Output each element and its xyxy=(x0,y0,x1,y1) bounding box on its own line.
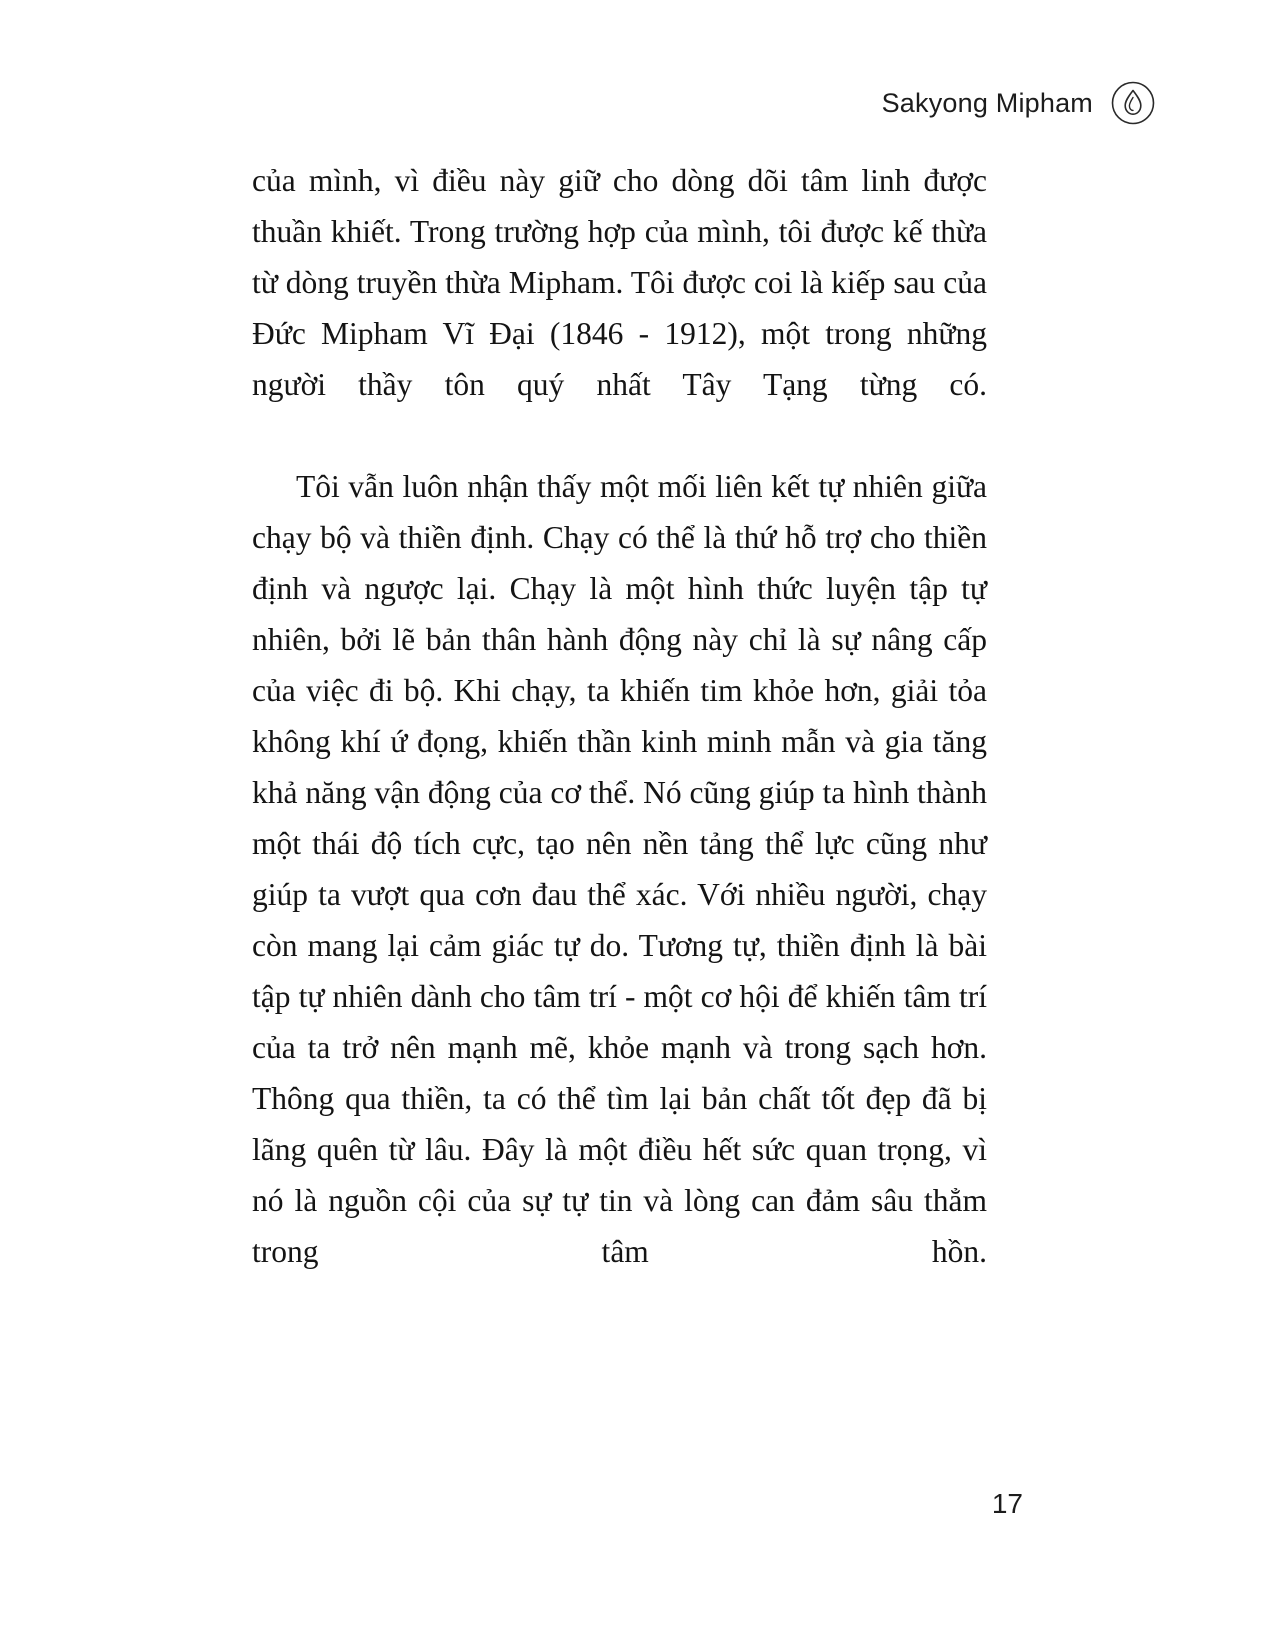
running-head xyxy=(0,80,1155,126)
page-body xyxy=(252,155,987,1328)
page-number: 17 xyxy=(991,1488,1023,1519)
flame-drop-ornament-icon xyxy=(1111,81,1155,125)
paragraph: Tôi vẫn luôn nhận thấy một mối liên kết tự nhiên giữa chạy bộ và thiền định. Chạy có thể là thứ hỗ trợ cho thiền định và ngược lại. Chạy là một hình thức luyện tập tự nhiên, bởi lẽ bản thân hành động này chỉ là sự nâng cấp của việc đi bộ. Khi chạy, ta khiến tim khỏe hơn, giải tỏa không khí ứ đọng, khiến thần kinh minh mẫn và gia tăng khả năng vận động của cơ thể. Nó cũng giúp ta hình thành một thái độ tích cực, tạo nên nền tảng thể lực cũng như giúp ta vượt qua cơn đau thể xác. Với nhiều người, chạy còn mang lại cảm giác tự do. Tương tự, thiền định là bài tập tự nhiên dành cho tâm trí - một cơ hội để khiến tâm trí của ta trở nên mạnh mẽ, khỏe mạnh và trong sạch hơn. Thông qua thiền, ta có thể tìm lại bản chất tốt đẹp đã bị lãng quên từ lâu. Đây là một điều hết sức quan trọng, vì nó là nguồn cội của sự tự tin và lòng can đảm sâu thẳm trong tâm hồn. xyxy=(252,469,987,1269)
running-head-author: Sakyong Mipham xyxy=(881,87,1093,118)
paragraph: của mình, vì điều này giữ cho dòng dõi tâm linh được thuần khiết. Trong trường hợp của mình, tôi được kế thừa từ dòng truyền thừa Mipham. Tôi được coi là kiếp sau của Đức Mipham Vĩ Đại (1846 - 1912), một trong những người thầy tôn quý nhất Tây Tạng từng có. xyxy=(252,163,987,402)
